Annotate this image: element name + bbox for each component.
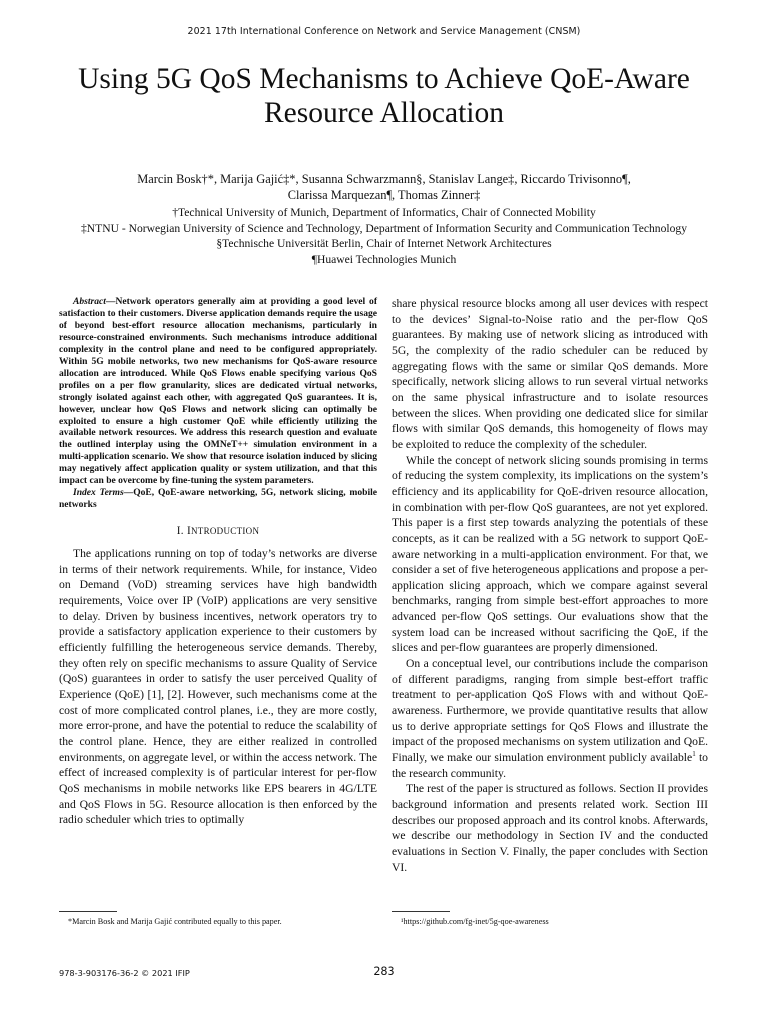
right-column bbox=[392, 296, 708, 875]
title-line-1: Using 5G QoS Mechanisms to Achieve QoE-Aware bbox=[78, 63, 690, 95]
page-number: 283 bbox=[373, 965, 395, 978]
conference-header: 2021 17th International Conference on Network and Service Management (CNSM) bbox=[187, 26, 581, 37]
footnote-equal-contribution: *Marcin Bosk and Marija Gajić contributed equally to this paper. bbox=[68, 917, 282, 926]
abstract-lead: Abstract bbox=[73, 296, 106, 307]
affiliations bbox=[20, 205, 748, 268]
right-paragraph-2: While the concept of network slicing sounds promising in terms of reducing the system complexity, its implications on the system’s efficiency and its applicability for QoE-driven resource allocation, in combination with per-flow QoS guarantees, are not yet explored. This paper is a first step towards analyzing the potentials of these concepts, as it can be realized with a 5G network to support QoE-aware networking in a multi-application environment. For that, we consider a set of five heterogeneous applications and propose a per-application slicing approach, which we compare against several benchmarks, ranging from simple best-effort approaches to more advanced per-flow QoS settings. Our evaluations show that the system load can be increased without sacrificing the QoE, if the slices and per-flow guarantees are properly dimensioned. bbox=[392, 453, 708, 655]
abstract-text: —Network operators generally aim at providing a good level of satisfaction to their customers. Diverse application demands require the usage of beyond best-effort resource allocation mechanisms, particularly in resource-constrained environments. Such mechanisms introduce additional complexity in the control plane and need to be configured appropriately. Within 5G mobile networks, two new mechanisms for QoS-aware resource allocation are introduced. While QoS Flows enable specifying various QoS profiles on a per flow granularity, slices are dedicated virtual networks, strongly isolated against each other, with aggregated QoS guarantees. It is, however, unclear how QoS Flows and network slicing can optimally be exploited to ensure a high customer QoE while efficiently utilizing the available network resources. We address this research question and evaluate the outlined interplay using the OMNeT++ simulation environment in a multi-application scenario. We show that resource isolation induced by slicing may negatively affect application quality or system utilization, and that this impact can be overcome by fine-tuning the system parameters. bbox=[59, 296, 377, 487]
affiliation-tum: †Technical University of Munich, Department of Informatics, Chair of Connected Mobility bbox=[172, 206, 596, 219]
right-paragraph-4: The rest of the paper is structured as follows. Section II provides background information and presents related work. Section III describes our proposed approach and its control knobs. Afterwards, we describe our methodology in Section IV and the conducted evaluations in Section V. Finally, the paper concludes with Section VI. bbox=[392, 782, 708, 874]
index-terms-lead: Index Terms bbox=[73, 487, 124, 499]
footnote-github-link[interactable]: ¹https://github.com/fg-inet/5g-qoe-awareness bbox=[401, 917, 549, 926]
authors-line-1: Marcin Bosk†*, Marija Gajić‡*, Susanna Schwarzmann§, Stanislav Lange‡, Riccardo Trivisonno¶, bbox=[137, 172, 631, 186]
affiliation-ntnu: ‡NTNU - Norwegian University of Science and Technology, Department of Information Security and Communication Technology bbox=[80, 221, 688, 235]
affiliation-huawei: ¶Huawei Technologies Munich bbox=[311, 253, 457, 267]
right-paragraph-1: share physical resource blocks among all user devices with respect to the devices’ Signal-to-Noise ratio and the per-flow QoS guarantees. By making use of network slicing as introduced with 5G, the complexity of the radio scheduler can be reduced by aggregating flows with the same or similar QoS demands. More specifically, network slicing allows to run several virtual networks on the same physical infrastructure and to isolate resources between the slices. When providing one dedicated slice for similar flows with similar QoS demands, this homogeneity of flows may be exploited to reduce the complexity of the scheduler. bbox=[392, 297, 708, 451]
paper-title bbox=[40, 62, 728, 130]
section-heading-introduction: I. INTRODUCTION bbox=[176, 525, 260, 538]
authors-line-2: Clarissa Marquezan¶, Thomas Zinner‡ bbox=[287, 188, 481, 202]
footnote-marker-1: 1 bbox=[692, 750, 696, 759]
index-terms-text: —QoE, QoE-aware networking, 5G, network slicing, mobile networks bbox=[59, 487, 378, 511]
title-line-2: Resource Allocation bbox=[263, 97, 505, 129]
footnote-rule-right bbox=[392, 911, 450, 912]
index-terms bbox=[59, 487, 377, 511]
abstract bbox=[59, 296, 377, 487]
left-column bbox=[59, 296, 377, 828]
right-paragraph-3: On a conceptual level, our contributions include the comparison of different paradigms, ranging from simple best-effort traffic treatment to per-application QoS Flows with and without QoE-awareness. Furthermore, we provide quantitative results that allow us to derive appropriate settings for QoS Flows and illustrate the impact of the proposed mechanisms on system utilization and QoE. Finally, we make our simulation environment publicly available$^1$ to the research community. bbox=[392, 657, 709, 780]
author-list bbox=[30, 171, 738, 203]
isbn-copyright: 978-3-903176-36-2 © 2021 IFIP bbox=[59, 968, 190, 978]
intro-paragraph-1: The applications running on top of today’s networks are diverse in terms of their network requirements. While, for instance, Video on Demand (VoD) streaming services have high bandwidth requirements, Voice over IP (VoIP) applications are very sensitive to delay. Driven by business incentives, network operators try to provide a satisfactory application experience to their customers by efficiently fulfilling the heterogeneous service demands. Thereby, they often rely on specific mechanisms to assure Quality of Service (QoS) guarantees in order to satisfy the user perceived Quality of Experience (QoE) [1], [2]. However, such mechanisms come at the cost of more complicated control planes, i.e., they are more costly, more error-prone, and have the potential to reduce the scalability of the control plane. Hence, they are either realized in controlled environments, on aggregate level, or within the access network. The effect of increased complexity is of particular interest for per-flow QoS mechanisms in mobile networks like EPS bearers in 4G/LTE and QoS Flows in 5G. Resource allocation is then enforced by the radio scheduler which tries to optimally bbox=[59, 547, 377, 827]
affiliation-tu-berlin: §Technische Universität Berlin, Chair of Internet Network Architectures bbox=[216, 237, 552, 251]
footnote-rule-left bbox=[59, 911, 117, 912]
